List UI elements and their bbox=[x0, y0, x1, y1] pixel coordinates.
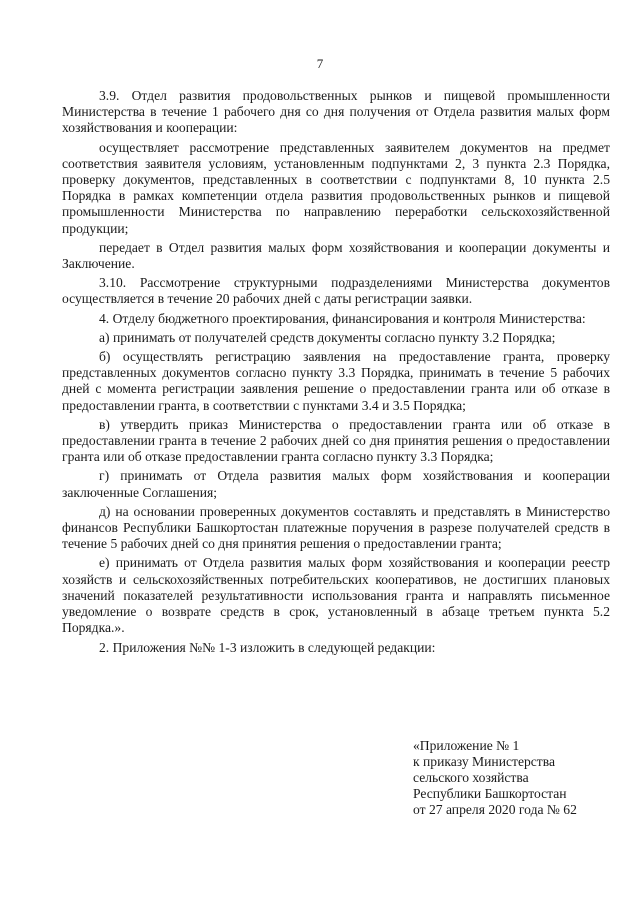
paragraph-3-9: 3.9. Отдел развития продовольственных рынков и пищевой промышленности Министерства в течение 1 рабочего дня со дня получения от Отдела развития малых форм хозяйствования и кооперации: bbox=[62, 88, 610, 136]
paragraph-3-10: 3.10. Рассмотрение структурными подразделениями Министерства документов осуществляется в течение 20 рабочих дней с даты регистрации заявки. bbox=[62, 275, 610, 307]
appendix-line: к приказу Министерства bbox=[413, 754, 556, 769]
document-body bbox=[62, 88, 610, 659]
paragraph-4-g: г) принимать от Отдела развития малых форм хозяйствования и кооперации заключенные Соглашения; bbox=[62, 468, 610, 500]
appendix-line: сельского хозяйства bbox=[413, 770, 529, 785]
appendix-line: «Приложение № 1 bbox=[413, 738, 520, 753]
appendix-line: Республики Башкортостан bbox=[413, 786, 567, 801]
paragraph-4-v: в) утвердить приказ Министерства о предоставлении гранта или об отказе в предоставлении гранта в течение 2 рабочих дней со дня принятия решения о предоставлении гранта или об отказе предоставлении гранта согласно пункту 3.3 Порядка; bbox=[62, 416, 610, 465]
page-number: 7 bbox=[316, 56, 324, 71]
appendix-header bbox=[413, 738, 623, 818]
paragraph-4-b: б) осуществлять регистрацию заявления на предоставление гранта, проверку представленных документов согласно пункту 3.3 Порядка, принимать в течение 5 рабочих дней с момента регистрации заявления решение о предоставлении гранта или об отказе в предоставлении гранта, в соответствии с пунктами 3.4 и 3.5 Порядка; bbox=[62, 349, 610, 413]
paragraph-2-appendices: 2. Приложения №№ 1-3 изложить в следующей редакции: bbox=[99, 639, 436, 655]
paragraph-3-9-review: осуществляет рассмотрение представленных заявителем документов на предмет соответствия заявителя условиям, установленным подпунктами 2, 3 пункта 2.3 Порядка, проверку документов, представленных в соответствии с подпунктами 8, 10 пункта 2.5 Порядка в рамках компетенции отдела развития продовольственных рынков и пищевой промышленности Министерства по направлению переработки сельскохозяйственной продукции; bbox=[62, 139, 610, 236]
appendix-line: от 27 апреля 2020 года № 62 bbox=[413, 802, 577, 817]
paragraph-4-d: д) на основании проверенных документов составлять и представлять в Министерство финансов Республики Башкортостан платежные поручения в разрезе получателей средств в течение 5 рабочих дней со дня принятия решения о предоставлении гранта; bbox=[62, 503, 610, 552]
paragraph-4-e: е) принимать от Отдела развития малых форм хозяйствования и кооперации реестр хозяйств и сельскохозяйственных потребительских кооперативов, не достигших плановых значений показателей результативности использования гранта и направлять письменное уведомление о возврате средств в срок, установленный в абзаце третьем пункта 5.2 Порядка.». bbox=[62, 555, 610, 636]
paragraph-3-9-transfer: передает в Отдел развития малых форм хозяйствования и кооперации документы и Заключение. bbox=[62, 239, 610, 272]
paragraph-4: 4. Отделу бюджетного проектирования, финансирования и контроля Министерства: bbox=[99, 310, 586, 326]
paragraph-4-a: а) принимать от получателей средств документы согласно пункту 3.2 Порядка; bbox=[99, 329, 556, 345]
